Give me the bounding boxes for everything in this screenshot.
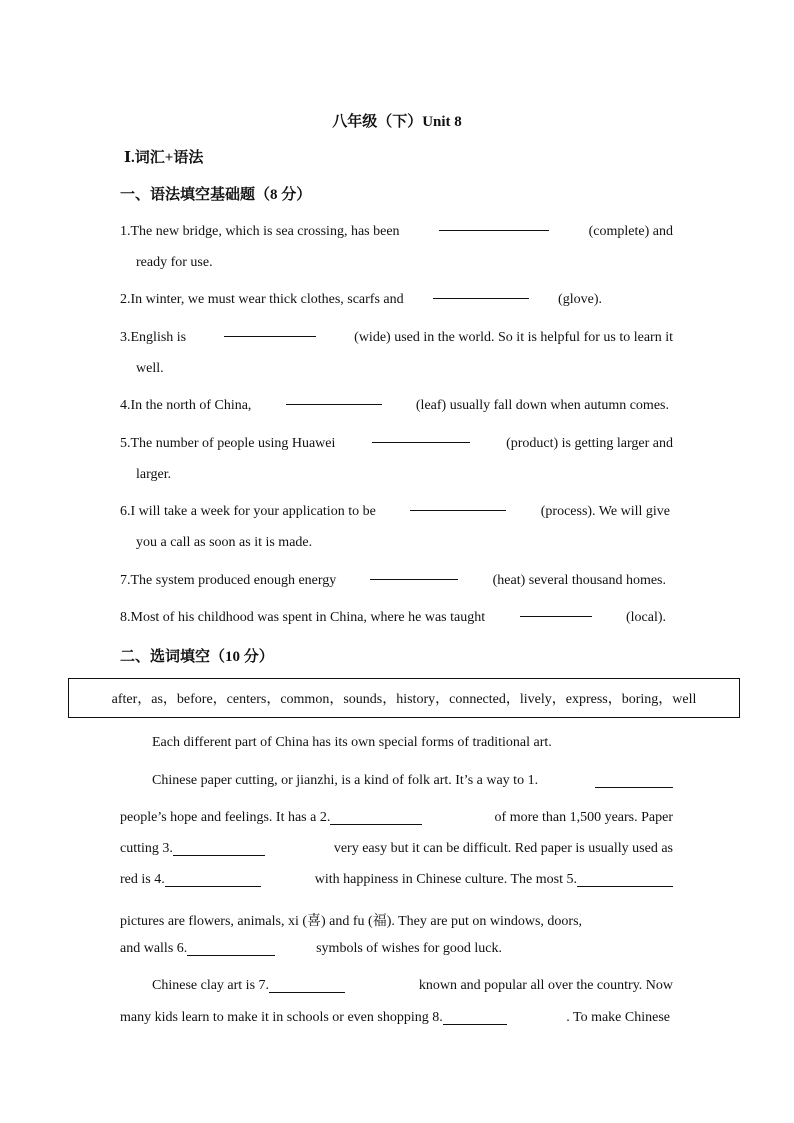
question-7 xyxy=(120,565,666,596)
question-text: 5.The number of people using Huawei xyxy=(120,436,336,451)
question-4 xyxy=(120,390,669,421)
answer-blank[interactable] xyxy=(439,216,549,231)
part1-heading: 一、语法填空基础题（8 分） xyxy=(120,187,312,203)
answer-blank[interactable] xyxy=(370,565,458,580)
question-text: (leaf) usually fall down when autumn comes. xyxy=(415,398,669,413)
question-text: (product) is getting larger and xyxy=(506,436,673,451)
passage-line xyxy=(120,941,502,957)
passage-line xyxy=(120,910,673,930)
passage-text: red is 4. xyxy=(120,872,165,887)
question-text: well. xyxy=(136,361,164,376)
answer-blank[interactable] xyxy=(410,496,506,511)
passage-text: many kids learn to make it in schools or even shopping 8. xyxy=(120,1010,443,1025)
answer-blank-1[interactable] xyxy=(595,773,673,788)
page-title: 八年级（下）Unit 8 xyxy=(332,114,462,130)
answer-blank[interactable] xyxy=(433,284,529,299)
answer-blank-7[interactable] xyxy=(269,978,345,993)
answer-blank[interactable] xyxy=(520,602,592,617)
question-text: 7.The system produced enough energy xyxy=(120,573,337,588)
passage-text: Chinese clay art is 7. xyxy=(152,978,270,993)
passage-text: with happiness in Chinese culture. The most 5. xyxy=(314,872,577,887)
question-text: 8.Most of his childhood was spent in China, where he was taught xyxy=(120,610,486,625)
question-text: (local). xyxy=(625,610,666,625)
question-text: 3.English is xyxy=(120,330,187,345)
answer-blank-3[interactable] xyxy=(173,841,265,856)
passage-line xyxy=(120,1010,670,1026)
passage-line xyxy=(120,841,673,857)
question-text: 2.In winter, we must wear thick clothes, scarfs and xyxy=(120,292,404,307)
question-text: 6.I will take a week for your application to be xyxy=(120,504,376,519)
question-5 xyxy=(120,428,673,490)
passage-text: very easy but it can be difficult. Red paper is usually used as xyxy=(333,841,673,856)
answer-blank[interactable] xyxy=(372,428,470,443)
answer-blank-8[interactable] xyxy=(443,1010,507,1025)
answer-blank[interactable] xyxy=(224,322,316,337)
question-6 xyxy=(120,496,670,558)
question-text: (complete) and xyxy=(588,224,673,239)
passage-line xyxy=(120,810,673,826)
passage-text: symbols of wishes for good luck. xyxy=(316,941,502,956)
question-8 xyxy=(120,602,666,633)
word-bank-box: after，as，before，centers，common，sounds，history，connected，lively，express，boring，well xyxy=(68,678,740,718)
passage-text: known and popular all over the country. Now xyxy=(418,978,673,993)
answer-blank-5[interactable] xyxy=(577,872,673,887)
part2-heading: 二、选词填空（10 分） xyxy=(120,649,274,665)
passage-line xyxy=(152,773,673,789)
passage-line xyxy=(120,872,673,888)
passage-paragraph-1: Each different part of China has its own special forms of traditional art. xyxy=(152,735,552,750)
question-text: (wide) used in the world. So it is helpful for us to learn it xyxy=(354,330,673,345)
question-2 xyxy=(120,284,602,315)
passage-text: Chinese paper cutting, or jianzhi, is a kind of folk art. It’s a way to 1. xyxy=(152,773,539,788)
passage-text: and walls 6. xyxy=(120,941,188,956)
answer-blank[interactable] xyxy=(286,390,382,405)
answer-blank-2[interactable] xyxy=(330,810,422,825)
passage-text: of more than 1,500 years. Paper xyxy=(494,810,673,825)
question-text: 1.The new bridge, which is sea crossing, has been xyxy=(120,224,400,239)
question-1 xyxy=(120,216,673,278)
passage-text: . To make Chinese xyxy=(566,1010,670,1025)
question-text: ready for use. xyxy=(136,255,213,270)
question-text: 4.In the north of China, xyxy=(120,398,252,413)
passage-text: pictures are flowers, animals, xi (喜) and fu (福). They are put on windows, doors, xyxy=(120,914,583,929)
question-text: (heat) several thousand homes. xyxy=(492,573,666,588)
question-text: (process). We will give xyxy=(540,504,670,519)
section-heading-vocab-grammar: Ⅰ.词汇+语法 xyxy=(124,150,204,166)
question-text: you a call as soon as it is made. xyxy=(136,535,313,550)
answer-blank-6[interactable] xyxy=(187,941,275,956)
question-3 xyxy=(120,322,673,384)
question-text: (glove). xyxy=(558,292,602,307)
question-text: larger. xyxy=(136,467,172,482)
passage-text: cutting 3. xyxy=(120,841,173,856)
answer-blank-4[interactable] xyxy=(165,872,261,887)
passage-text: people’s hope and feelings. It has a 2. xyxy=(120,810,331,825)
passage-line xyxy=(152,978,673,994)
